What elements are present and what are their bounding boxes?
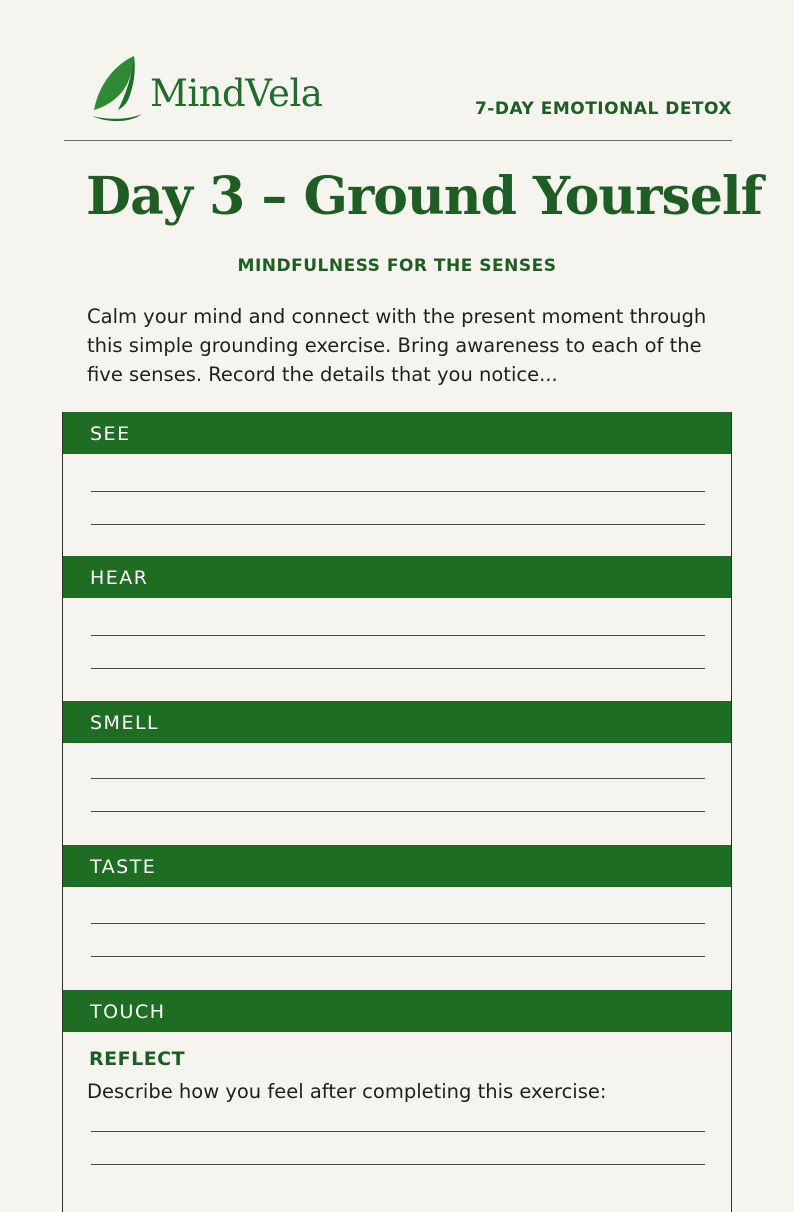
writing-line[interactable]	[91, 778, 705, 779]
section-header-smell: SMELL	[63, 701, 731, 743]
writing-line[interactable]	[91, 956, 705, 957]
section-touch	[63, 990, 731, 1032]
page-title: Day 3 – Ground Yourself	[86, 166, 763, 227]
section-header-taste: TASTE	[63, 845, 731, 887]
page-header	[64, 48, 732, 141]
section-smell	[63, 701, 731, 743]
writing-line[interactable]	[91, 811, 705, 812]
reflect-prompt: Describe how you feel after completing this exercise:	[87, 1080, 607, 1103]
writing-line[interactable]	[91, 635, 705, 636]
section-hear	[63, 556, 731, 598]
writing-line[interactable]	[91, 491, 705, 492]
brand-name: MindVela	[150, 72, 323, 115]
section-header-touch: TOUCH	[63, 990, 731, 1032]
section-taste	[63, 845, 731, 887]
page-subtitle: MINDFULNESS FOR THE SENSES	[237, 256, 557, 276]
program-title: 7-DAY EMOTIONAL DETOX	[474, 99, 732, 119]
reflect-heading: REFLECT	[89, 1048, 186, 1070]
leaf-sail-icon	[88, 54, 144, 128]
writing-line[interactable]	[91, 668, 705, 669]
worksheet	[62, 412, 732, 1212]
section-header-hear: HEAR	[63, 556, 731, 598]
section-see	[63, 412, 731, 454]
section-header-see: SEE	[63, 412, 731, 454]
writing-line[interactable]	[91, 923, 705, 924]
writing-line[interactable]	[91, 1131, 705, 1132]
writing-line[interactable]	[91, 524, 705, 525]
writing-line[interactable]	[91, 1164, 705, 1165]
intro-paragraph: Calm your mind and connect with the present moment through this simple grounding exercise. Bring awareness to each of the five senses. Record the details that you notice...	[87, 305, 707, 386]
